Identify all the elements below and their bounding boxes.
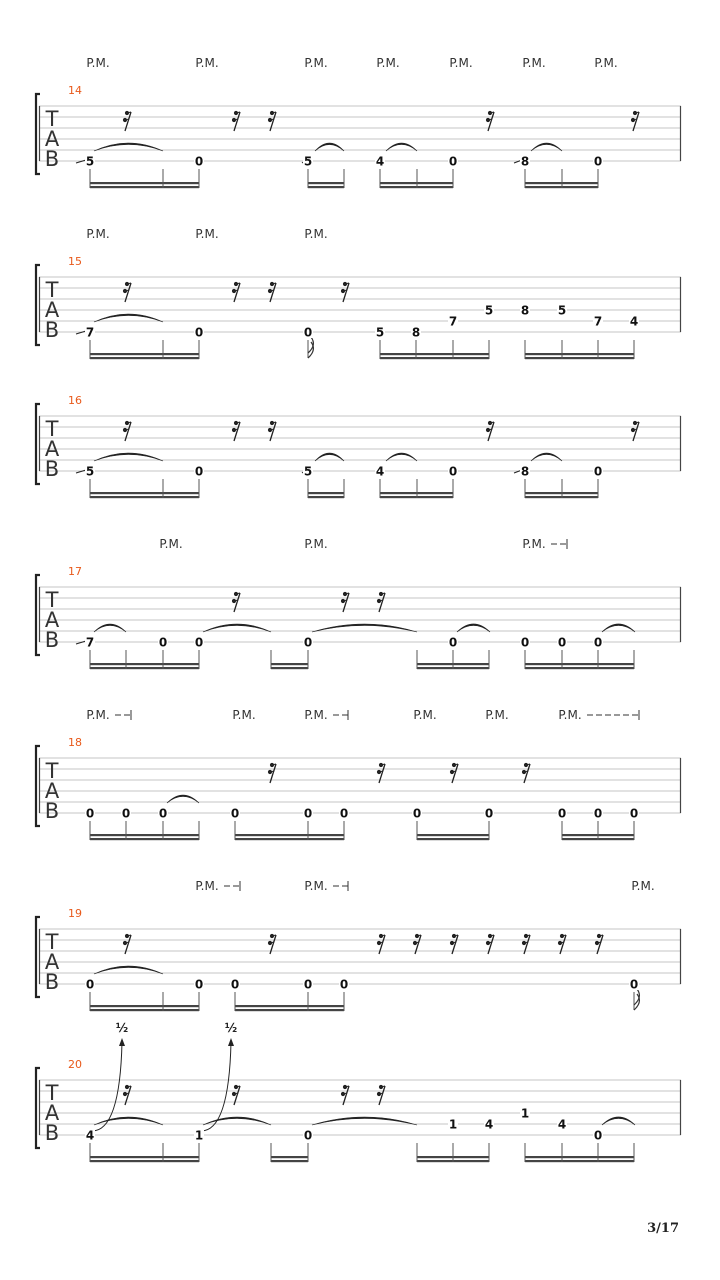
- clef-letter-t: T: [45, 588, 59, 612]
- clef-letter-t: T: [45, 417, 59, 441]
- beam: [525, 1160, 634, 1162]
- beam: [235, 834, 344, 836]
- clef-letter-t: T: [45, 107, 59, 131]
- clef-letter-a: A: [44, 950, 60, 974]
- palm-mute-label: P.M.: [304, 56, 328, 70]
- fret-number: 8: [411, 325, 421, 340]
- measure-number: 20: [68, 1058, 82, 1071]
- fret-number: 0: [303, 635, 313, 650]
- fret-number: 1: [448, 1117, 458, 1132]
- beam: [90, 838, 199, 840]
- fret-number: 4: [484, 1117, 494, 1132]
- measure-number: 18: [68, 736, 82, 749]
- tab-system-14: [36, 56, 681, 188]
- clef-letter-a: A: [44, 608, 60, 632]
- palm-mute-label: P.M.: [195, 56, 219, 70]
- fret-number: 0: [557, 635, 567, 650]
- tab-system-16: [36, 394, 681, 498]
- palm-mute-label: P.M.: [376, 56, 400, 70]
- beam: [90, 667, 199, 669]
- beam: [235, 1005, 344, 1007]
- fret-number: 0: [593, 806, 603, 821]
- palm-mute-label: P.M.: [195, 879, 219, 893]
- beam: [525, 663, 634, 665]
- fret-number: 8: [520, 464, 530, 479]
- beam: [308, 182, 344, 184]
- clef-letter-a: A: [44, 779, 60, 803]
- beam: [525, 667, 634, 669]
- palm-mute-label: P.M.: [304, 879, 328, 893]
- fret-number: 4: [85, 1128, 95, 1143]
- palm-mute-label: P.M.: [522, 537, 546, 551]
- beam: [271, 1160, 308, 1162]
- clef-letter-b: B: [44, 457, 60, 481]
- palm-mute-label: P.M.: [304, 537, 328, 551]
- measure-number: 19: [68, 907, 82, 920]
- fret-number: 0: [303, 806, 313, 821]
- fret-number: 4: [557, 1117, 567, 1132]
- page-number: 3/17: [647, 1221, 679, 1236]
- clef-letter-t: T: [45, 1081, 59, 1105]
- beam: [308, 496, 344, 498]
- fret-number: 0: [158, 806, 168, 821]
- fret-number: 5: [303, 154, 313, 169]
- beam: [525, 1156, 634, 1158]
- fret-number: 8: [520, 303, 530, 318]
- palm-mute-label: P.M.: [304, 227, 328, 241]
- clef-letter-a: A: [44, 127, 60, 151]
- palm-mute-label: P.M.: [413, 708, 437, 722]
- clef-letter-a: A: [44, 437, 60, 461]
- clef-letter-b: B: [44, 1121, 60, 1145]
- palm-mute-label: P.M.: [558, 708, 582, 722]
- beam: [90, 834, 199, 836]
- palm-mute-label: P.M.: [86, 56, 110, 70]
- fret-number: 0: [520, 635, 530, 650]
- palm-mute-label: P.M.: [195, 227, 219, 241]
- fret-number: 7: [85, 325, 95, 340]
- fret-number: 4: [375, 154, 385, 169]
- palm-mute-label: P.M.: [449, 56, 473, 70]
- palm-mute-label: P.M.: [631, 879, 655, 893]
- clef-letter-b: B: [44, 970, 60, 994]
- measure-number: 15: [68, 255, 82, 268]
- fret-number: 0: [303, 325, 313, 340]
- fret-number: 7: [85, 635, 95, 650]
- palm-mute-label: P.M.: [594, 56, 618, 70]
- clef-letter-b: B: [44, 799, 60, 823]
- fret-number: 5: [303, 464, 313, 479]
- fret-number: 7: [448, 314, 458, 329]
- clef-letter-b: B: [44, 147, 60, 171]
- beam: [90, 1160, 199, 1162]
- fret-number: 0: [593, 464, 603, 479]
- measure-number: 14: [68, 84, 82, 97]
- fret-number: 4: [629, 314, 639, 329]
- beam: [380, 357, 489, 359]
- clef-letter-a: A: [44, 298, 60, 322]
- beam: [417, 838, 489, 840]
- fret-number: 0: [629, 977, 639, 992]
- fret-number: 0: [85, 806, 95, 821]
- beam: [308, 186, 344, 188]
- fret-number: 0: [448, 154, 458, 169]
- fret-number: 0: [158, 635, 168, 650]
- tab-system-17: [36, 537, 681, 669]
- bend-amount: ½: [115, 1021, 129, 1035]
- beam: [271, 663, 308, 665]
- beam: [271, 1156, 308, 1158]
- tab-system-15: [36, 227, 681, 359]
- fret-number: 0: [557, 806, 567, 821]
- fret-number: 0: [303, 1128, 313, 1143]
- measure-number: 17: [68, 565, 82, 578]
- palm-mute-label: P.M.: [86, 227, 110, 241]
- palm-mute-label: P.M.: [159, 537, 183, 551]
- clef-letter-t: T: [45, 759, 59, 783]
- fret-number: 0: [121, 806, 131, 821]
- tab-system-18: [36, 708, 681, 840]
- measure-number: 16: [68, 394, 82, 407]
- fret-number: 4: [375, 464, 385, 479]
- fret-number: 5: [85, 154, 95, 169]
- beam: [90, 182, 199, 184]
- beam: [235, 838, 344, 840]
- fret-number: 7: [593, 314, 603, 329]
- fret-number: 0: [85, 977, 95, 992]
- fret-number: 0: [194, 977, 204, 992]
- fret-number: 5: [85, 464, 95, 479]
- beam: [308, 492, 344, 494]
- fret-number: 8: [520, 154, 530, 169]
- beam: [90, 496, 199, 498]
- beam: [90, 663, 199, 665]
- beam: [271, 667, 308, 669]
- fret-number: 0: [593, 1128, 603, 1143]
- fret-number: 0: [339, 977, 349, 992]
- palm-mute-label: P.M.: [232, 708, 256, 722]
- bend-arrow: [119, 1038, 125, 1046]
- beam: [417, 834, 489, 836]
- beam: [525, 353, 634, 355]
- fret-number: 0: [230, 806, 240, 821]
- fret-number: 0: [194, 154, 204, 169]
- beam: [90, 1005, 199, 1007]
- fret-number: 0: [194, 325, 204, 340]
- beam: [90, 353, 199, 355]
- beam: [90, 492, 199, 494]
- fret-number: 0: [593, 154, 603, 169]
- fret-number: 0: [194, 635, 204, 650]
- beam: [90, 1156, 199, 1158]
- fret-number: 0: [448, 635, 458, 650]
- clef-letter-t: T: [45, 930, 59, 954]
- beam: [525, 357, 634, 359]
- palm-mute-label: P.M.: [522, 56, 546, 70]
- clef-letter-b: B: [44, 628, 60, 652]
- palm-mute-label: P.M.: [485, 708, 509, 722]
- fret-number: 5: [557, 303, 567, 318]
- fret-number: 0: [412, 806, 422, 821]
- palm-mute-label: P.M.: [304, 708, 328, 722]
- tab-system-20: [36, 1021, 681, 1162]
- tab-system-19: [36, 879, 681, 1011]
- fret-number: 0: [448, 464, 458, 479]
- fret-number: 0: [303, 977, 313, 992]
- clef-letter-a: A: [44, 1101, 60, 1125]
- fret-number: 0: [194, 464, 204, 479]
- clef-letter-b: B: [44, 318, 60, 342]
- clef-letter-t: T: [45, 278, 59, 302]
- fret-number: 0: [484, 806, 494, 821]
- fret-number: 1: [520, 1106, 530, 1121]
- beam: [235, 1009, 344, 1011]
- fret-number: 5: [375, 325, 385, 340]
- palm-mute-label: P.M.: [86, 708, 110, 722]
- bend-arrow: [228, 1038, 234, 1046]
- bend-amount: ½: [224, 1021, 238, 1035]
- fret-number: 5: [484, 303, 494, 318]
- beam: [90, 1009, 199, 1011]
- fret-number: 1: [194, 1128, 204, 1143]
- fret-number: 0: [629, 806, 639, 821]
- beam: [90, 357, 199, 359]
- beam: [380, 353, 489, 355]
- fret-number: 0: [593, 635, 603, 650]
- fret-number: 0: [339, 806, 349, 821]
- beam: [90, 186, 199, 188]
- fret-number: 0: [230, 977, 240, 992]
